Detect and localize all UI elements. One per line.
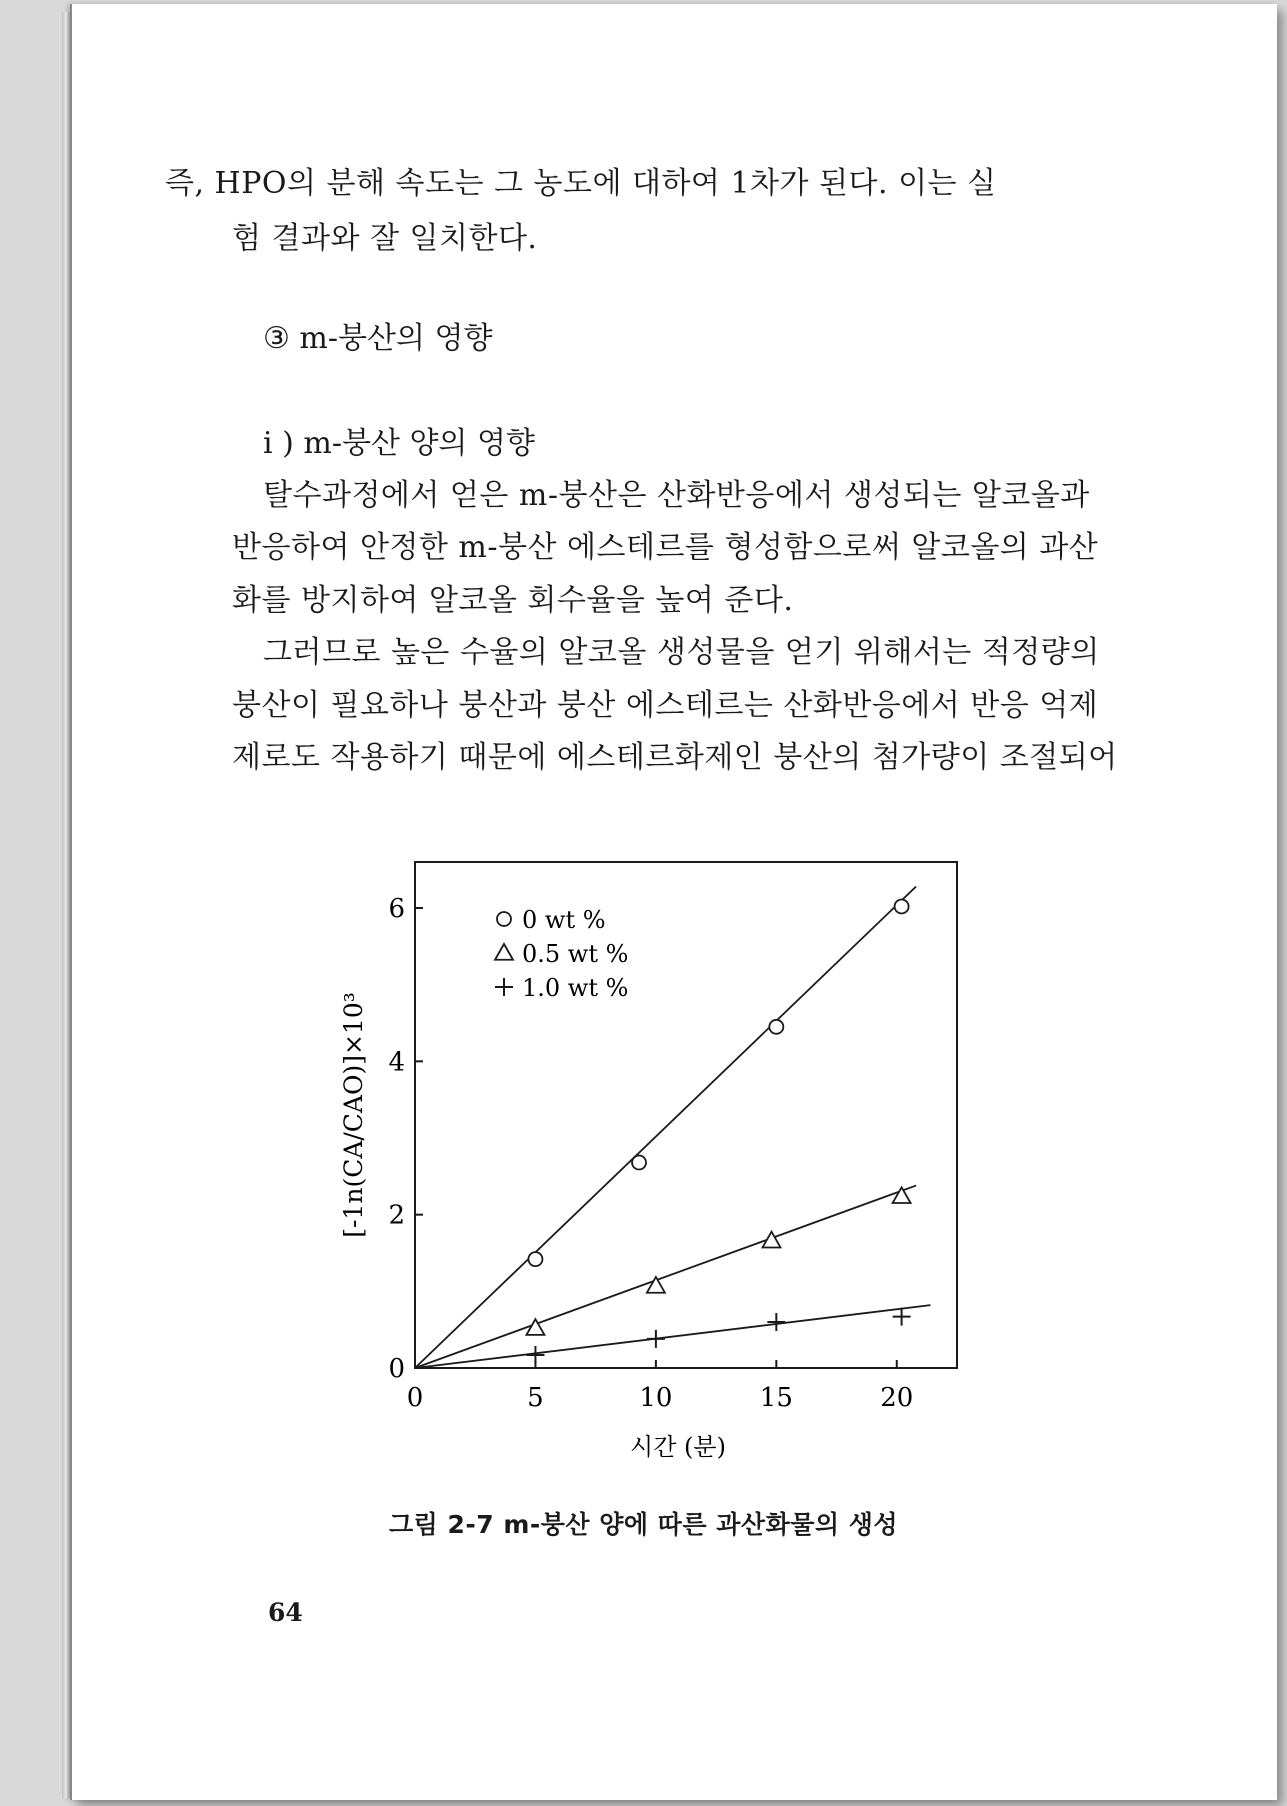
data-point-circle [769, 1020, 783, 1034]
paragraph-3-line-2: 붕산이 필요하나 붕산과 붕산 에스테르는 산화반응에서 반응 억제 [232, 688, 1099, 723]
x-tick-label: 15 [759, 1383, 793, 1413]
fit-line-series-1 [415, 887, 916, 1368]
plot-frame [415, 862, 957, 1368]
y-axis-label: [-1n(CA/CAO)]×10³ [339, 992, 368, 1238]
paragraph-2-line-2: 반응하여 안정한 m-붕산 에스테르를 형성함으로써 알코올의 과산 [232, 530, 1099, 565]
paragraph-3-line-1: 그러므로 높은 수율의 알코올 생성물을 얻기 위해서는 적정량의 [263, 635, 1100, 670]
legend-label: 0 wt % [522, 906, 606, 934]
data-point-circle [895, 899, 909, 913]
x-tick-label: 0 [406, 1383, 424, 1413]
paragraph-1-line-2: 험 결과와 잘 일치한다. [232, 221, 538, 256]
data-point-plus [767, 1313, 785, 1331]
paragraph-2-line-3: 화를 방지하여 알코올 회수율을 높여 준다. [232, 583, 794, 618]
legend-marker-plus [495, 978, 513, 996]
y-tick-label: 4 [388, 1047, 405, 1078]
paragraph-3-line-3: 제로도 작용하기 때문에 에스테르화제인 붕산의 첨가량이 조절되어 [232, 740, 1118, 775]
fit-line-series-2 [415, 1186, 916, 1368]
y-tick-label: 0 [388, 1354, 405, 1384]
fit-line-series-3 [415, 1305, 931, 1368]
data-point-circle [632, 1156, 646, 1170]
page-number: 64 [268, 1598, 303, 1627]
paragraph-2-line-1: 탈수과정에서 얻은 m-붕산은 산화반응에서 생성되는 알코올과 [263, 478, 1090, 513]
legend-label: 1.0 wt % [522, 974, 629, 1002]
section-heading: ③ m-붕산의 영향 [263, 321, 493, 356]
data-point-plus [647, 1330, 665, 1348]
figure-caption: 그림 2-7 m-붕산 양에 따른 과산화물의 생성 [388, 1510, 899, 1539]
legend-marker-circle [497, 912, 511, 926]
subsection-heading: i ) m-붕산 양의 영향 [263, 426, 535, 461]
data-point-triangle [893, 1187, 911, 1203]
y-tick-label: 6 [388, 894, 405, 924]
x-tick-label: 10 [639, 1383, 673, 1413]
x-axis-label: 시간 (분) [630, 1433, 726, 1461]
legend-marker-triangle [495, 944, 513, 960]
x-tick-label: 20 [880, 1383, 914, 1413]
x-tick-label: 5 [527, 1383, 544, 1413]
paragraph-1-line-1: 즉, HPO의 분해 속도는 그 농도에 대하여 1차가 된다. 이는 실 [165, 166, 997, 201]
y-tick-label: 2 [388, 1200, 405, 1231]
data-point-circle [528, 1252, 542, 1266]
legend-label: 0.5 wt % [522, 940, 629, 968]
data-point-triangle [647, 1277, 665, 1293]
data-point-plus [526, 1346, 544, 1364]
